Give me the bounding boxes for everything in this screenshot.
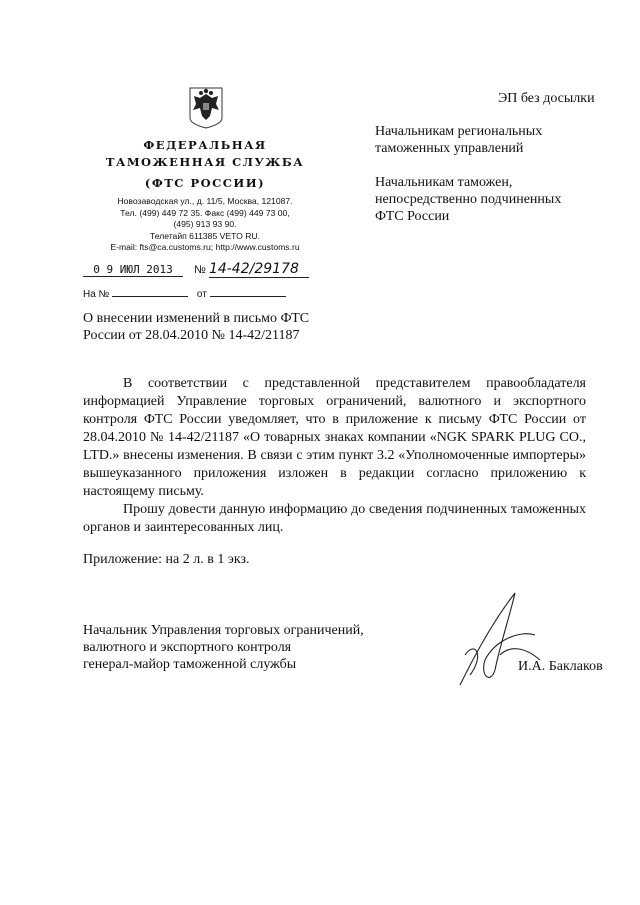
addressee-line: Начальникам региональных bbox=[375, 124, 543, 139]
addressee-line: непосредственно подчиненных bbox=[375, 192, 562, 207]
attachment-note: Приложение: на 2 л. в 1 экз. bbox=[83, 552, 250, 567]
coat-of-arms-emblem-icon bbox=[188, 86, 224, 130]
address-line: Телетайп 611385 VETO RU. bbox=[149, 230, 261, 241]
distribution-note: ЭП без досылки bbox=[498, 91, 595, 106]
addressee-line: Начальникам таможен, bbox=[375, 175, 513, 190]
subject bbox=[83, 310, 309, 344]
subject-line: России от 28.04.2010 № 14-42/21187 bbox=[83, 328, 300, 343]
registration-number: 14-42/29178 bbox=[209, 261, 309, 278]
reply-number-label: На № bbox=[83, 289, 110, 300]
addressee-block-1 bbox=[375, 123, 542, 157]
address-block bbox=[75, 196, 335, 254]
handwritten-signature-icon bbox=[440, 585, 550, 695]
body-paragraph-1: В соответствии с представленной представителем правообладателя информацией Управление торговых ограничений, валютного и экспортного контроля ФТС России уведомляет, что в приложение к письму ФТС России от 28.04.2010 № 14-42/21187 «О товарных знаках компании «NGK SPARK PLUG CO., LTD.» внесены изменения. В связи с этим пункт 3.2 «Уполномоченные импортеры» вышеуказанного приложения изложен в редакции согласно приложению к настоящему письму. bbox=[83, 376, 586, 499]
org-short-name: (ФТС РОССИИ) bbox=[144, 176, 266, 190]
reply-number-field bbox=[112, 286, 188, 297]
registration-date: 0 9 ИЮЛ 2013 bbox=[83, 263, 183, 277]
addressee-line: таможенных управлений bbox=[375, 141, 524, 156]
signatory-position bbox=[83, 622, 364, 673]
number-label: № bbox=[194, 264, 206, 276]
addressee-line: ФТС России bbox=[375, 209, 450, 224]
address-line: E-mail: fts@ca.customs.ru; http://www.customs.ru bbox=[110, 242, 300, 252]
body-paragraph-2: Прошу довести данную информацию до сведения подчиненных таможенных органов и заинтересованных лиц. bbox=[83, 502, 586, 535]
org-name-line2: ТАМОЖЕННАЯ СЛУЖБА bbox=[105, 155, 305, 169]
reply-from-label: от bbox=[196, 289, 207, 300]
position-line: генерал-майор таможенной службы bbox=[83, 657, 297, 672]
address-line: (495) 913 93 90. bbox=[173, 219, 237, 229]
org-name-line1: ФЕДЕРАЛЬНАЯ bbox=[143, 138, 267, 152]
address-line: Новозаводская ул., д. 11/5, Москва, 121087. bbox=[117, 196, 293, 206]
signatory-name: И.А. Баклаков bbox=[518, 659, 603, 674]
addressee-block-2 bbox=[375, 174, 561, 225]
reply-date-field bbox=[210, 286, 286, 297]
position-line: Начальник Управления торговых ограничений, bbox=[83, 623, 364, 638]
registration-line bbox=[83, 261, 309, 278]
address-line: Тел. (499) 449 72 35. Факс (499) 449 73 00, bbox=[120, 207, 290, 218]
subject-line: О внесении изменений в письмо ФТС bbox=[83, 311, 310, 326]
reply-reference-line bbox=[83, 286, 286, 300]
position-line: валютного и экспортного контроля bbox=[83, 640, 292, 655]
